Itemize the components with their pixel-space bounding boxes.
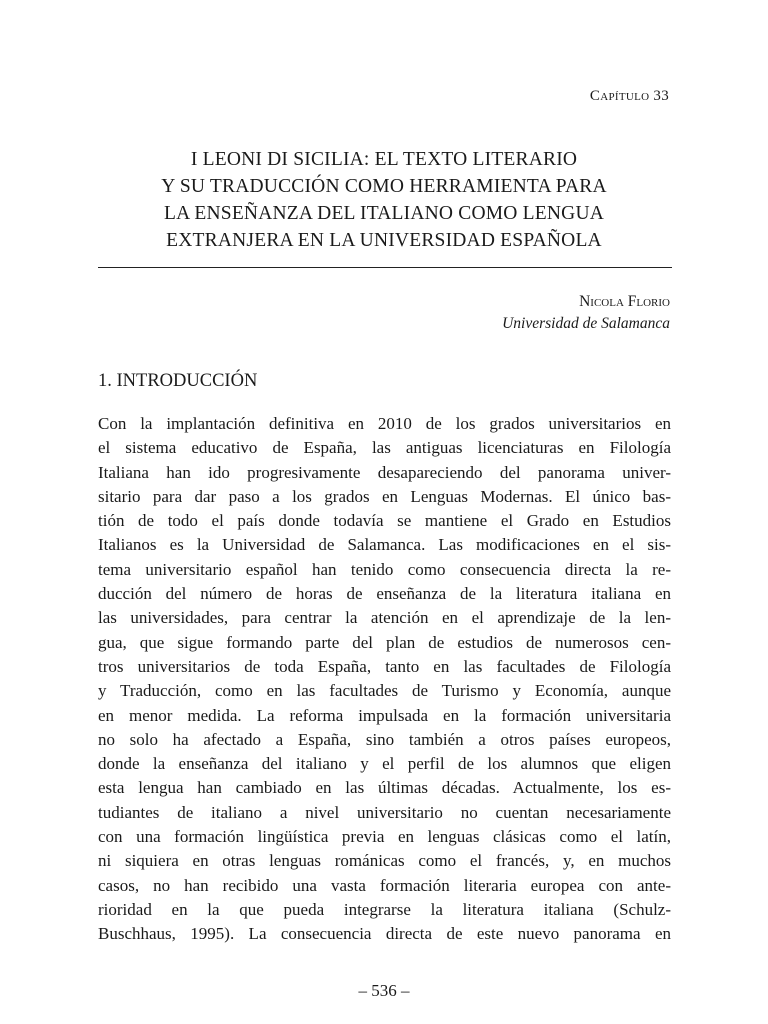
body-line: gua, que sigue formando parte del plan de estudios de numerosos cen- (98, 632, 671, 652)
body-line: las universidades, para centrar la atención en el aprendizaje de la len- (98, 608, 671, 628)
body-line: tudiantes de italiano a nivel universitario no cuentan necesariamente (98, 802, 671, 822)
body-paragraph (98, 412, 671, 947)
title-line-3: LA ENSEÑANZA DEL ITALIANO COMO LENGUA (163, 203, 605, 224)
body-line: tros universitarios de toda España, tanto en las facultades de Filología (98, 656, 671, 676)
body-line: ducción del número de horas de enseñanza de la literatura italiana en (98, 584, 671, 604)
author-affiliation: Universidad de Salamanca (502, 315, 670, 332)
body-line: Italiana han ido progresivamente desapareciendo del panorama univer- (98, 462, 671, 482)
chapter-title (98, 146, 670, 254)
body-line: Buschhaus, 1995). La consecuencia directa de este nuevo panorama en (98, 924, 671, 944)
body-line: y Traducción, como en las facultades de Turismo y Economía, aunque (98, 681, 671, 701)
body-line: casos, no han recibido una vasta formación literaria europea con ante- (98, 875, 671, 895)
body-line: tión de todo el país donde todavía se mantiene el Grado en Estudios (98, 511, 671, 531)
body-line: ni siquiera en otras lenguas románicas como el francés, y, en muchos (98, 851, 671, 871)
body-line: Con la implantación definitiva en 2010 de los grados universitarios en (98, 414, 671, 433)
body-line: en menor medida. La reforma impulsada en la formación universitaria (98, 705, 671, 725)
body-line: sitario para dar paso a los grados en Lenguas Modernas. El único bas- (98, 486, 671, 506)
body-line: tema universitario español han tenido como consecuencia directa la re- (98, 559, 671, 579)
body-line: rioridad en la que pueda integrarse la literatura italiana (Schulz- (98, 899, 671, 919)
title-divider (98, 267, 672, 268)
title-line-4: EXTRANJERA EN LA UNIVERSIDAD ESPAÑOLA (166, 230, 602, 251)
body-line: esta lengua han cambiado en las últimas décadas. Actualmente, los es- (98, 778, 671, 798)
title-line-2: Y SU TRADUCCIÓN COMO HERRAMIENTA PARA (161, 176, 607, 197)
body-line: donde la enseñanza del italiano y el perfil de los alumnos que eligen (98, 754, 671, 774)
chapter-label: Capítulo 33 (589, 88, 669, 104)
body-line: con una formación lingüística previa en lenguas clásicas como el latín, (98, 827, 671, 847)
body-line: Italianos es la Universidad de Salamanca. Las modificaciones en el sis- (98, 535, 671, 555)
section-heading: 1. INTRODUCCIÓN (98, 371, 258, 391)
author-block (502, 291, 670, 335)
author-name: Nicola Florio (579, 293, 670, 310)
title-line-1: I LEONI DI SICILIA: EL TEXTO LITERARIO (190, 149, 578, 170)
body-line: no solo ha afectado a España, sino también a otros países europeos, (98, 729, 671, 749)
body-line: el sistema educativo de España, las antiguas licenciaturas en Filología (98, 438, 671, 458)
page-number: – 536 – (358, 981, 410, 1000)
